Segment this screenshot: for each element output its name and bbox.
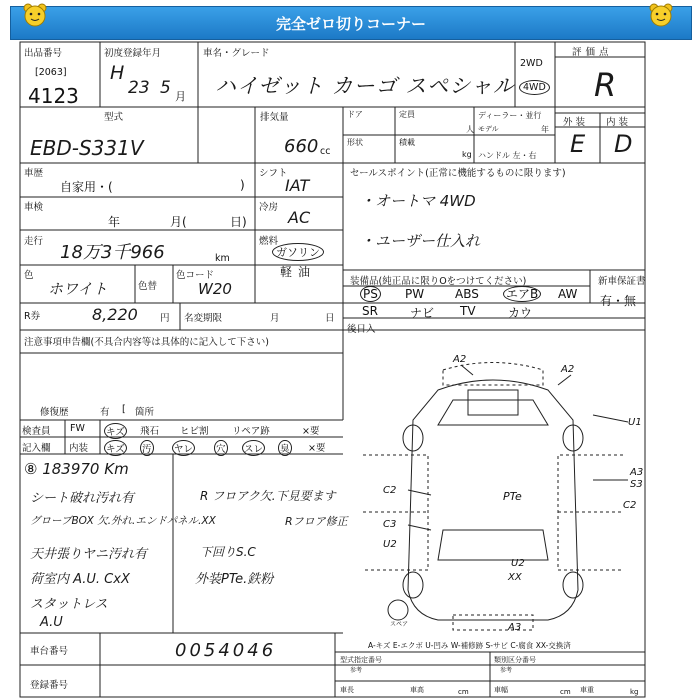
displacement-unit: cc	[320, 146, 331, 157]
year-label: 年	[541, 125, 549, 134]
equip-airbag-circled: エアB	[503, 286, 541, 302]
name-change-month: 月	[270, 313, 280, 324]
footer-class-ref: 参考	[500, 667, 513, 674]
header-title: 完全ゼロ切りコーナー	[275, 15, 426, 33]
car-damage-diagram	[343, 330, 645, 633]
displacement-value: 660	[284, 136, 319, 157]
diagram-mark-u1: U1	[628, 417, 642, 428]
model-year-label: モデル	[478, 125, 499, 133]
footer-weight-kg: kg	[630, 688, 639, 696]
first-reg-year: 23	[128, 78, 150, 98]
inspection-day: 日)	[230, 215, 247, 229]
displacement-label: 排気量	[260, 112, 289, 123]
model-label: 型式	[104, 112, 124, 123]
inspector-note-2: Rフロア修正	[285, 515, 348, 528]
fuel-label: 燃料	[259, 236, 279, 247]
int-scratch: キズ	[104, 440, 127, 456]
note-line-3: グローブBOX 欠.外れ.エンドパネル.XX	[30, 515, 216, 527]
note-line-2: シート破れ汚れ有	[30, 491, 135, 506]
repair-label: 修復歴	[40, 407, 69, 418]
evaluation-score: R	[594, 66, 617, 104]
note-line-7: A.U	[40, 615, 63, 630]
warranty-value: 有・無	[600, 294, 637, 308]
mileage-unit: km	[215, 253, 230, 264]
diagram-mark-s3: S3	[630, 479, 643, 490]
name-change-label: 名変期限	[184, 313, 223, 324]
diagram-mark-u2-left: U2	[383, 539, 397, 550]
inspector-label-2: 記入欄	[22, 443, 51, 454]
mileage-label: 走行	[24, 236, 44, 247]
diagram-mark-pte: PTe	[503, 490, 522, 503]
color-code-label: 色コード	[176, 270, 215, 281]
repair-place: 箇所	[135, 407, 155, 418]
diagram-mark-a3: A3	[630, 467, 644, 478]
footer-width: 車幅	[494, 686, 508, 694]
load-label: 積載	[399, 138, 415, 147]
footer-class-label: 類別区分番号	[494, 656, 536, 664]
evaluation-label: 評価点	[572, 47, 613, 58]
color-value: ホワイト	[48, 280, 108, 298]
equip-aw: AW	[558, 287, 578, 301]
fuel-gasoline-circled: ガソリン	[272, 243, 324, 261]
equip-pw: PW	[405, 287, 425, 301]
vehicle-label: 車名・グレード	[203, 48, 270, 59]
registration-label: 登録番号	[30, 680, 69, 691]
handle-label: ハンドル 左・右	[478, 151, 537, 160]
kg-label: kg	[462, 150, 472, 159]
equip-cow: カウ	[508, 306, 533, 320]
first-reg-month: 5	[160, 78, 171, 98]
inspector-fw: FW	[70, 423, 85, 434]
mileage-value: 18万3千966	[60, 242, 165, 263]
footer-weight: 車重	[580, 686, 594, 694]
ac-value: AC	[288, 208, 311, 227]
usage-close: )	[240, 178, 245, 192]
chassis-label: 車台番号	[30, 646, 69, 657]
diagram-mark-a2-left: A2	[453, 354, 467, 365]
note-line-6: スタットレス	[30, 597, 108, 612]
seats-label: 定員	[399, 110, 415, 119]
interior-grade: D	[614, 130, 633, 158]
inspection-month: 月(	[170, 215, 187, 229]
fw-scratch: キズ	[104, 423, 127, 439]
int-hole: 穴	[214, 440, 228, 456]
drive-4wd-circled: 4WD	[519, 80, 550, 95]
chassis-value: 0054046	[175, 640, 277, 661]
usage-label: 車歴	[24, 168, 44, 179]
lot-label: 出品番号	[24, 48, 63, 59]
footer-height: 車高	[410, 686, 424, 694]
notes-label: 注意事項申告欄(不具合内容等は具体的に記入して下さい)	[24, 337, 269, 348]
int-wear: ヤレ	[172, 440, 195, 456]
int-dirt: 汚	[140, 440, 154, 456]
first-reg-era: H	[110, 62, 125, 84]
fw-crack: ヒビ割	[180, 426, 209, 437]
lot-code: [2063]	[35, 67, 67, 78]
inspector-label-1: 検査員	[22, 426, 51, 437]
diagram-mark-xx: XX	[508, 572, 522, 583]
recycle-value: 8,220	[92, 305, 138, 324]
inspector-note-4: 外装PTe.鉄粉	[195, 572, 274, 587]
shape-label: 形状	[347, 138, 363, 147]
usage-value: 自家用・(	[60, 180, 113, 194]
dealer-label: ディーラー・並行	[478, 111, 542, 120]
inspector-note-3: 下回りS.C	[200, 545, 256, 559]
fw-repair: リペア跡	[232, 426, 270, 437]
note-line-5: 荷室内 A.U. CxX	[30, 572, 130, 587]
int-smell: 臭	[278, 440, 292, 456]
equip-ps-circled: PS	[360, 286, 381, 302]
recycle-unit: 円	[160, 313, 170, 324]
interior-label: 内装	[606, 117, 632, 128]
fuel-diesel: 軽油	[280, 265, 317, 279]
door-label: ドア	[347, 110, 363, 119]
model-value: EBD-S331V	[30, 136, 144, 160]
lot-number: 4123	[28, 84, 79, 108]
inspection-label: 車検	[24, 202, 44, 213]
repair-value: 有	[100, 407, 110, 418]
footer-model-label: 型式指定番号	[340, 656, 382, 664]
diagram-mark-u2-rear: U2	[511, 558, 525, 569]
int-rub: スレ	[242, 440, 265, 456]
footer-length: 車長	[340, 686, 354, 694]
ac-label: 冷房	[259, 202, 279, 213]
sales-point-1: ・オートマ 4WD	[360, 192, 476, 210]
first-reg-month-unit: 月	[175, 90, 186, 103]
recycle-label: R券	[24, 311, 41, 322]
diagram-spare-label: スペア	[390, 621, 409, 628]
fw-chip: 飛石	[140, 426, 160, 437]
diagram-mark-a3-rear: A3	[508, 622, 522, 633]
equip-navi: ナビ	[410, 306, 435, 320]
inspection-year: 年	[108, 215, 121, 229]
exterior-label: 外装	[563, 117, 589, 128]
sales-point-2: ・ユーザー仕入れ	[360, 232, 481, 250]
equip-abs: ABS	[455, 287, 479, 301]
sales-points-label: セールスポイント(正常に機能するものに限ります)	[350, 168, 566, 179]
diagram-mark-c2-left: C2	[383, 485, 397, 496]
inspector-note-1: R フロアク欠.下見要ます	[200, 489, 336, 503]
color-code: W20	[198, 280, 232, 298]
vehicle-name: ハイゼット カーゴ スペシャル	[215, 74, 515, 98]
diagram-mark-a2-right: A2	[561, 364, 575, 375]
name-change-day: 日	[325, 313, 335, 324]
first-reg-label: 初度登録年月	[104, 48, 162, 59]
exterior-grade: E	[570, 130, 586, 158]
damage-legend: A-キズ E-エクボ U-凹み W-補修跡 S-サビ C-腐食 XX-交換済	[368, 641, 571, 650]
color-label: 色	[24, 270, 34, 281]
repair-bracket: [	[122, 404, 126, 415]
shift-label: シフト	[259, 168, 288, 179]
equipment-label: 装備品(純正品に限りOをつけてください)	[350, 276, 527, 287]
int-need: ×要	[308, 443, 326, 454]
color-swap-label: 色替	[138, 281, 158, 292]
footer-width-cm: cm	[560, 688, 571, 696]
warranty-label: 新車保証書	[598, 276, 646, 287]
footer-model-ref: 参考	[350, 667, 363, 674]
equip-sr: SR	[362, 304, 378, 318]
diagram-mark-c2-right: C2	[623, 500, 637, 511]
fw-need: ×要	[302, 426, 320, 437]
diagram-mark-c3: C3	[383, 519, 397, 530]
equip-tv: TV	[460, 304, 476, 318]
shift-value: IAT	[285, 176, 310, 195]
note-line-1: ⑧ 183970 Km	[24, 460, 129, 478]
later-input-label: 後日入	[347, 324, 376, 335]
inspector-interior: 内装	[69, 443, 89, 454]
persons-label: 人	[466, 125, 474, 134]
footer-length-cm: cm	[458, 688, 469, 696]
note-line-4: 天井張りヤニ汚れ有	[30, 547, 148, 562]
drive-2wd: 2WD	[520, 58, 543, 69]
